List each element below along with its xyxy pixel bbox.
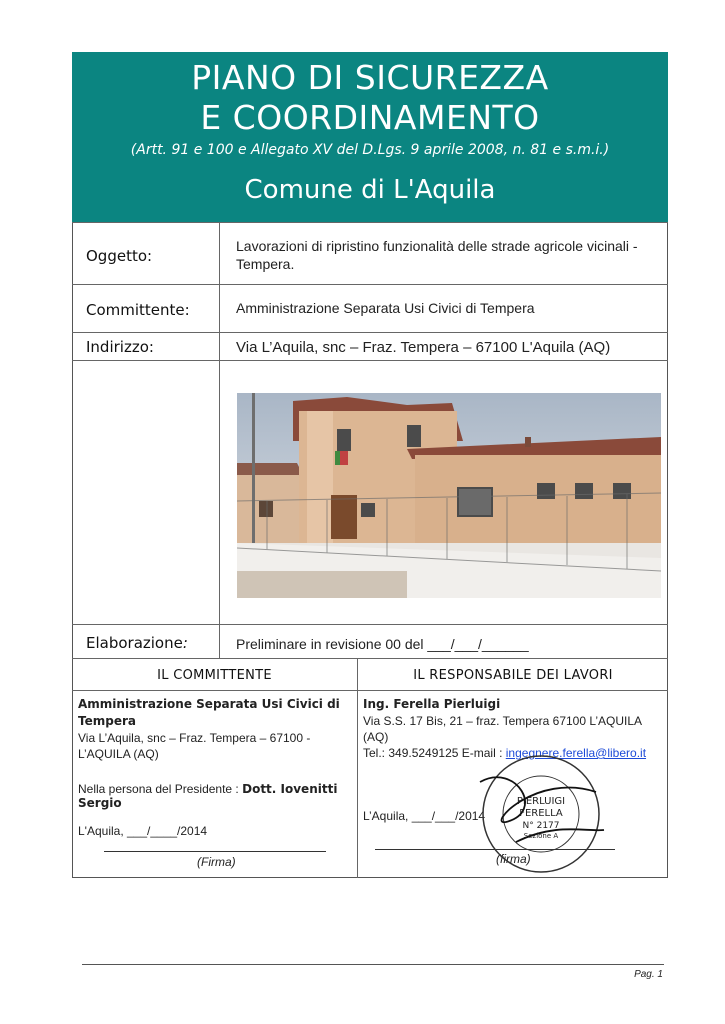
committente-header: IL COMMITTENTE [157,668,272,683]
committente-person [78,782,350,810]
committente-signature-line [104,851,326,852]
committente-firma: (Firma) [197,855,236,869]
elaborazione-row [72,624,668,659]
legal-reference: (Artt. 91 e 100 e Allegato XV del D.Lgs. 9 aprile 2008, n. 81 e s.m.i.) [130,142,610,158]
svg-text:PIERLUIGI: PIERLUIGI [516,796,566,807]
engineer-stamp [476,752,606,877]
page-number: Pag. 1 [634,969,663,980]
oggetto-row [72,222,668,285]
indirizzo-label: Indirizzo: [86,338,154,356]
indirizzo-row [72,332,668,361]
comune-title: Comune di L'Aquila [244,175,496,205]
divider [72,658,668,659]
svg-text:N° 2177: N° 2177 [522,821,560,831]
responsabile-date: L’Aquila, ___/___/2014 [363,809,486,823]
committente-block [78,696,350,838]
committente-address: Via L’Aquila, snc – Fraz. Tempera – 67100 - L’AQUILA (AQ) [78,731,311,761]
signature-column-divider [357,658,358,878]
elaborazione-label-text: Elaborazione [86,634,183,652]
committente-name-2: Tempera [78,714,136,728]
committente-value: Amministrazione Separata Usi Civici di Tempera [236,300,535,316]
responsabile-firma: (firma) [496,852,531,866]
elaborazione-value: Preliminare in revisione 00 del ___/___/______ [236,636,529,652]
committente-name-1: Amministrazione Separata Usi Civici di [78,697,340,711]
svg-text:Sezione A: Sezione A [523,832,559,840]
svg-text:FERELLA: FERELLA [519,808,563,819]
committente-row [72,284,668,333]
email-link[interactable]: ingegnere.ferella@libero.it [505,746,647,760]
committente-date: L'Aquila, ___/____/2014 [78,824,208,838]
responsabile-header: IL RESPONSABILE DEI LAVORI [413,668,613,683]
divider [72,690,668,691]
indirizzo-value: Via L’Aquila, snc – Fraz. Tempera – 67100 L'Aquila (AQ) [236,339,611,356]
title-line-1: PIANO DI SICUREZZA [191,58,549,97]
responsabile-address: Via S.S. 17 Bis, 21 – fraz. Tempera 67100 L’AQUILA (AQ) [363,714,642,744]
oggetto-value: Lavorazioni di ripristino funzionalità delle strade agricole vicinali - Tempera. [236,238,638,272]
building-photo [237,393,661,598]
elaborazione-label [86,634,188,652]
oggetto-label: Oggetto: [86,247,153,265]
title-banner [72,52,668,222]
footer-rule [82,964,664,965]
person-prefix: Nella persona del Presidente : [78,782,243,796]
title-line-2: E COORDINAMENTO [200,98,540,137]
responsabile-name: Ing. Ferella Pierluigi [363,697,501,711]
contact-prefix: Tel.: 349.5249125 E-mail : [363,746,506,760]
elaborazione-colon: : [182,634,188,652]
person-name: Dott. Iovenitti Sergio [78,782,338,810]
committente-label: Committente: [86,301,190,319]
